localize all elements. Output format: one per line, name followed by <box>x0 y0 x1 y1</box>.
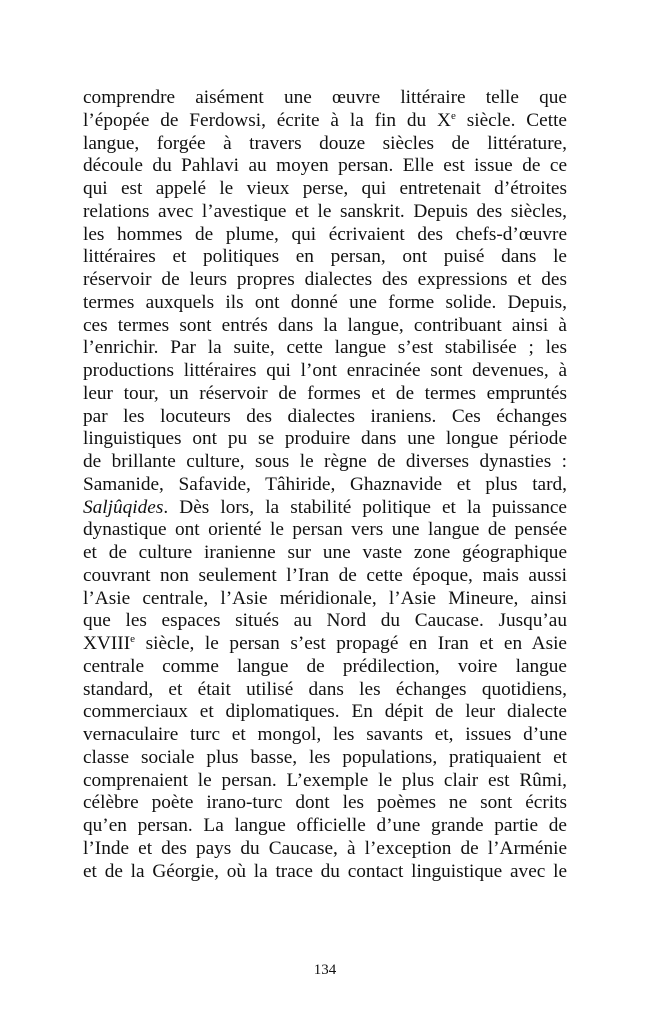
text-line: découle du Pahlavi au moyen persan. Elle est issue de ce <box>83 155 567 177</box>
text-line: et de culture iranienne sur une vaste zone géographique <box>83 542 567 563</box>
text-line: que les espaces situés au Nord du Caucase. Jusqu’au <box>83 610 567 632</box>
text-line: comprenaient le persan. L’exemple le plus clair est Rûmi, <box>83 769 567 791</box>
text-line: leur tour, un réservoir de formes et de termes empruntés <box>83 382 567 404</box>
body-text <box>83 87 567 883</box>
line-text: siècle, le persan s’est propagé en Iran et en Asie <box>135 633 567 654</box>
text-line: langue, forgée à travers douze siècles de littérature, <box>83 132 567 154</box>
text-line: qui est appelé le vieux perse, qui entretenait d’étroites <box>83 178 567 199</box>
text-line: célèbre poète irano-turc dont les poèmes ne sont écrits <box>83 792 567 814</box>
text-line: ces termes sont entrés dans la langue, contribuant ainsi à <box>83 314 567 336</box>
text-line: termes auxquels ils ont donné une forme solide. Depuis, <box>83 291 567 313</box>
text-line: standard, et était utilisé dans les échanges quotidiens, <box>83 678 567 700</box>
text-line: centrale comme langue de prédilection, voire langue <box>83 655 567 677</box>
text-line: Samanide, Safavide, Tâhiride, Ghaznavide et plus tard, <box>83 473 567 495</box>
text-line <box>83 110 567 133</box>
text-line: comprendre aisément une œuvre littéraire telle que <box>83 87 567 108</box>
text-line <box>83 633 567 656</box>
text-line: et de la Géorgie, où la trace du contact linguistique avec le <box>83 860 567 882</box>
text-line: linguistiques ont pu se produire dans une longue période <box>83 428 567 450</box>
text-line: vernaculaire turc et mongol, les savants et, issues d’une <box>83 724 567 745</box>
text-line: qu’en persan. La langue officielle d’une grande partie de <box>83 815 567 836</box>
text-line: par les locuteurs des dialectes iraniens. Ces échanges <box>83 405 567 427</box>
page-number: 134 <box>313 962 337 978</box>
superscript-ordinal: e <box>130 633 136 645</box>
line-text: . Dès lors, la stabilité politique et la puissance <box>163 496 567 518</box>
text-line: réservoir de leurs propres dialectes des expressions et des <box>83 269 567 290</box>
italic-dynasty-name: Saljûqides <box>83 496 164 518</box>
text-line: commerciaux et diplomatiques. En dépit de leur dialecte <box>83 701 567 723</box>
text-line: l’enrichir. Par la suite, cette langue s’est stabilisée ; les <box>83 337 567 359</box>
line-text: XVIII <box>83 633 131 654</box>
text-line: relations avec l’avestique et le sanskrit. Depuis des siècles, <box>83 200 567 222</box>
text-line: littéraires et politiques en persan, ont puisé dans le <box>83 246 567 268</box>
superscript-ordinal: e <box>450 109 456 122</box>
text-line: dynastique ont orienté le persan vers une langue de pensée <box>83 519 567 541</box>
line-text: l’épopée de Ferdowsi, écrite à la fin du X <box>83 109 451 131</box>
text-line: l’Inde et des pays du Caucase, à l’exception de l’Arménie <box>83 837 567 859</box>
text-line <box>83 497 567 520</box>
text-line: les hommes de plume, qui écrivaient des chefs-d’œuvre <box>83 223 567 245</box>
text-line: productions littéraires qui l’ont enracinée sont devenues, à <box>83 360 567 381</box>
text-line: couvrant non seulement l’Iran de cette époque, mais aussi <box>83 564 567 586</box>
text-line: classe sociale plus basse, les populations, pratiquaient et <box>83 746 567 768</box>
line-text: siècle. Cette <box>455 109 567 131</box>
text-line: l’Asie centrale, l’Asie méridionale, l’Asie Mineure, ainsi <box>83 587 567 609</box>
text-line: de brillante culture, sous le règne de diverses dynasties : <box>83 451 567 472</box>
